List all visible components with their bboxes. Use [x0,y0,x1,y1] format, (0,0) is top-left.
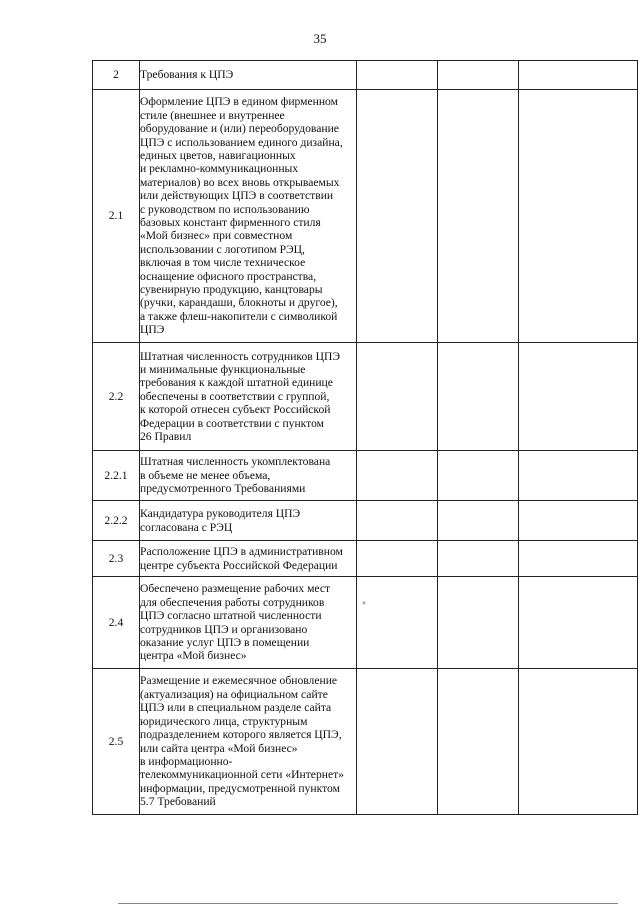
empty-cell [357,577,438,669]
empty-cell [519,577,638,669]
empty-cell [357,90,438,343]
row-number: 2.3 [93,541,140,577]
empty-cell [357,669,438,815]
row-number: 2.2.1 [93,451,140,501]
table-row [93,90,638,343]
empty-cell [519,451,638,501]
empty-cell [438,343,519,451]
empty-cell [438,61,519,90]
requirement-text: Кандидатура руководителя ЦПЭ согласована с РЭЦ [140,501,357,541]
empty-cell [519,501,638,541]
empty-cell [438,90,519,343]
requirement-text: Размещение и ежемесячное обновление (актуализация) на официальном сайте ЦПЭ или в специальном разделе сайта юридического лица, структурным подразделением которого является ЦПЭ, или сайта центра «Мой бизнес» в информационно- телекоммуникационной сети «Интернет» информации, предусмотренной пунктом 5.7 Требований [140,669,357,815]
row-number: 2.4 [93,577,140,669]
empty-cell [438,451,519,501]
requirement-text: Штатная численность укомплектована в объеме не менее объема, предусмотренного Требованиями [140,451,357,501]
table-row [93,669,638,815]
empty-cell [438,669,519,815]
requirement-text: Штатная численность сотрудников ЦПЭ и минимальные функциональные требования к каждой штатной единице обеспечены в соответствии с группой, к которой отнесен субъект Российской Федерации в соответствии с пунктом 26 Правил [140,343,357,451]
page-number: 35 [313,31,327,46]
page-bottom-edge [118,903,618,904]
table-row [93,501,638,541]
table-row [93,451,638,501]
requirements-table [92,60,638,815]
requirement-text: Расположение ЦПЭ в административном центре субъекта Российской Федерации [140,541,357,577]
empty-cell [438,577,519,669]
table-row [93,541,638,577]
empty-cell [357,451,438,501]
empty-cell [357,501,438,541]
empty-cell [438,541,519,577]
scan-artifact-mark: » [362,598,366,607]
row-number: 2.2.2 [93,501,140,541]
empty-cell [438,501,519,541]
row-number: 2 [93,61,140,90]
table-row [93,577,638,669]
empty-cell [357,541,438,577]
requirement-text: Оформление ЦПЭ в едином фирменном стиле (внешнее и внутреннее оборудование и (или) переоборудование ЦПЭ с использованием единого дизайна, единых цветов, навигационных и рекламно-коммуникационных материалов) во всех вновь открываемых или действующих ЦПЭ в соответствии с руководством по использованию базовых констант фирменного стиля «Мой бизнес» при совместном использовании с логотипом РЭЦ, включая в том числе техническое оснащение офисного пространства, сувенирную продукцию, канцтовары (ручки, карандаши, блокноты и другое), а также флеш-накопители с символикой ЦПЭ [140,90,357,343]
empty-cell [519,343,638,451]
table-row [93,61,638,90]
row-number: 2.2 [93,343,140,451]
empty-cell [357,61,438,90]
table-row [93,343,638,451]
empty-cell [519,90,638,343]
row-number: 2.1 [93,90,140,343]
row-number: 2.5 [93,669,140,815]
empty-cell [519,61,638,90]
empty-cell [519,669,638,815]
empty-cell [357,343,438,451]
requirement-text: Требования к ЦПЭ [140,61,357,90]
requirement-text: Обеспечено размещение рабочих мест для обеспечения работы сотрудников ЦПЭ согласно штатной численности сотрудников ЦПЭ и организовано оказание услуг ЦПЭ в помещении центра «Мой бизнес» [140,577,357,669]
empty-cell [519,541,638,577]
